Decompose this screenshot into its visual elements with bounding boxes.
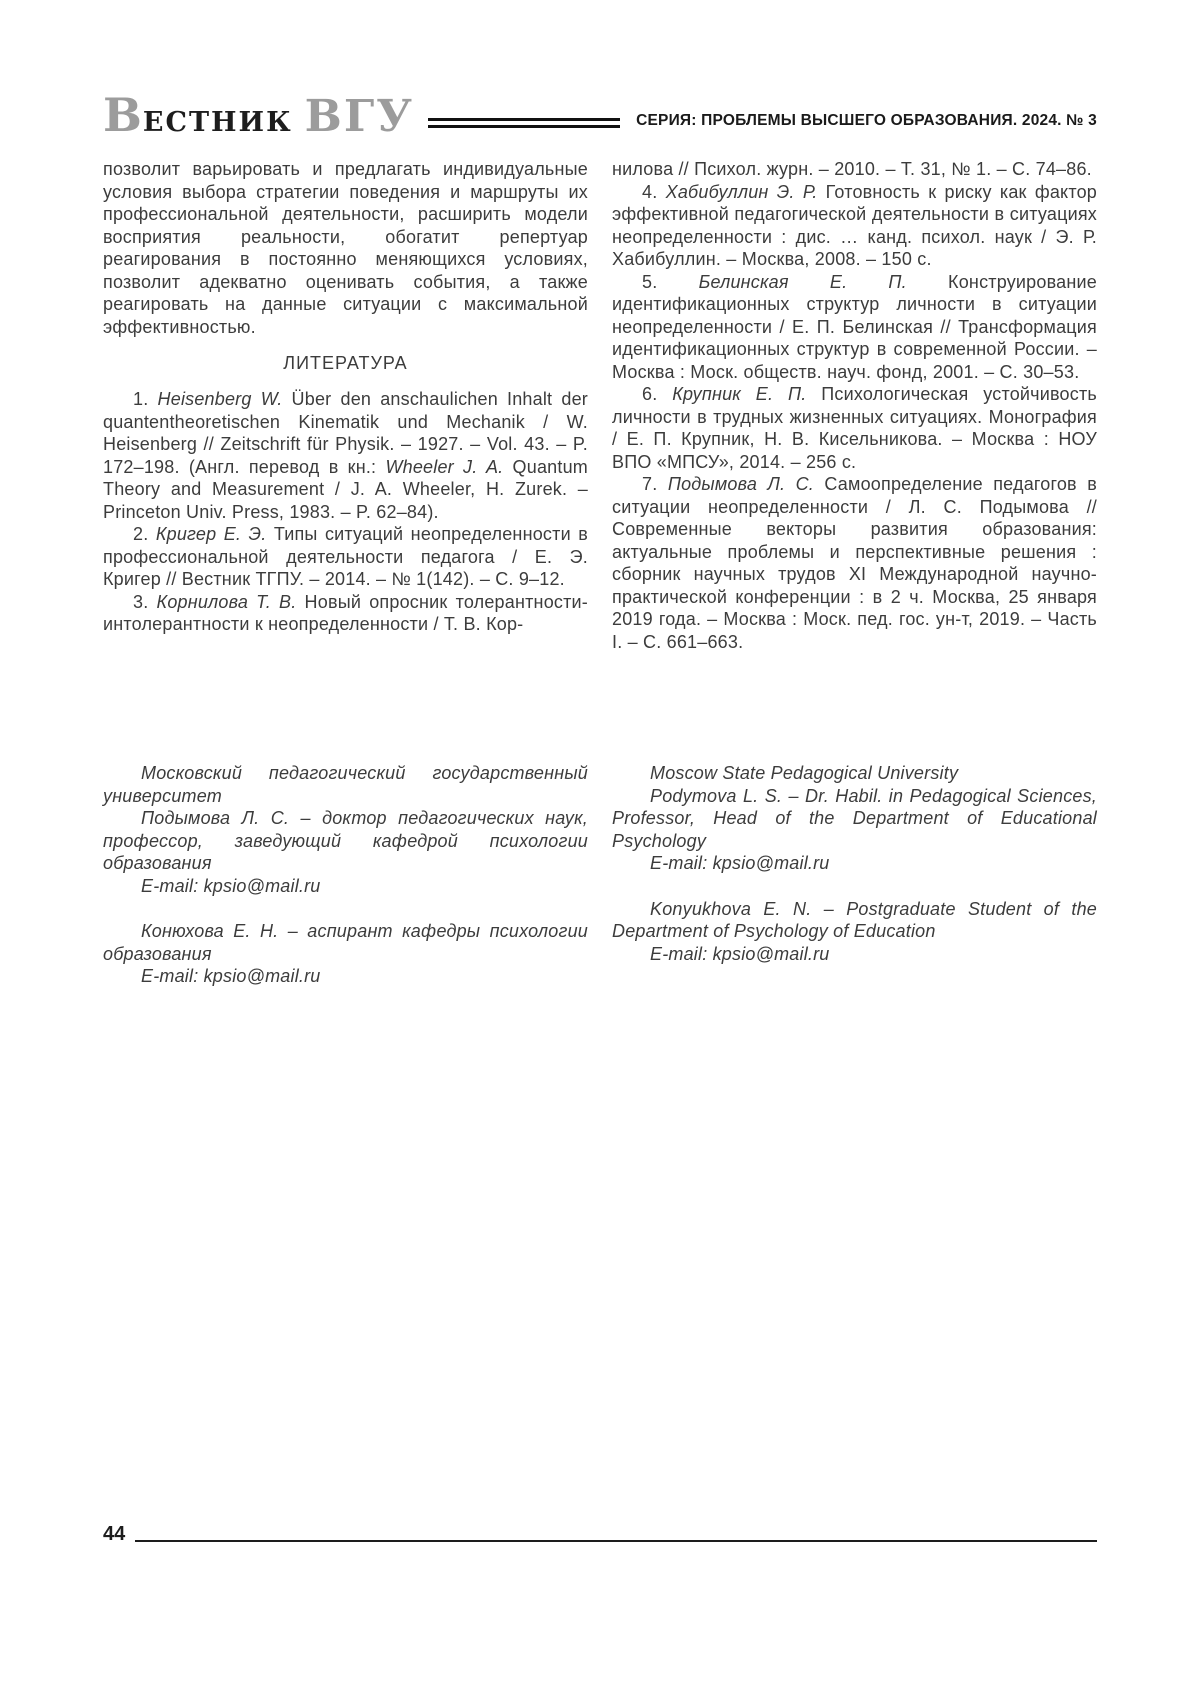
- page-footer: [103, 1524, 1097, 1545]
- reference-item-4: 4. Хабибуллин Э. Р. Готовность к риску как фактор эффективной педагогической деятельности в ситуациях неопределенности : дис. … канд. психол. наук / Э. Р. Хабибуллин. – Москва, 2008. – 150 с.: [612, 181, 1097, 269]
- affiliation-en: Moscow State Pedagogical University: [650, 763, 959, 783]
- literature-heading: ЛИТЕРАТУРА: [283, 353, 408, 373]
- logo-university-abbr: ВГУ: [304, 91, 414, 142]
- affiliation-ru: Московский педагогический государственный университет: [103, 763, 588, 806]
- authors-section: [103, 762, 1097, 988]
- header-double-rule: [428, 118, 620, 128]
- reference-item-3-continued: нилова // Психол. журн. – 2010. – Т. 31, № 1. – С. 74–86.: [612, 159, 1092, 179]
- reference-item-2: 2. Кригер Е. Э. Типы ситуаций неопределенности в профессиональной деятельности педагога / Е. Э. Кригер // Вестник ТГПУ. – 2014. – № 1(142). – С. 9–12.: [103, 524, 588, 589]
- reference-item-1: 1. Heisenberg W. Über den anschaulichen Inhalt der quantentheoretischen Kinematik und Mechanik / W. Heisenberg // Zeitschrift für Physik. – 1927. – Vol. 43. – P. 172–198. (Англ. перевод в кн.: Wheeler J. A. Quantum Theory and Measurement / J. A. Wheeler, H. Zurek. – Princeton Univ. Press, 1983. – P. 62–84).: [103, 389, 588, 522]
- author-2-email-ru: E-mail: kpsio@mail.ru: [141, 966, 321, 986]
- reference-item-3: 3. Корнилова Т. В. Новый опросник толерантности-интолерантности к неопределенности / Т. В. Кор-: [103, 591, 588, 634]
- page-header: [103, 88, 1097, 142]
- footer-rule: [135, 1540, 1097, 1542]
- reference-item-5: 5. Белинская Е. П. Конструирование идентификационных структур личности в ситуации неопределенности / Е. П. Белинская // Трансформация идентификационных структур в современной России. – Москва : Моск. обществ. науч. фонд, 2001. – С. 30–53.: [612, 271, 1097, 382]
- reference-item-6: 6. Крупник Е. П. Психологическая устойчивость личности в трудных жизненных ситуациях. Монография / Е. П. Крупник, Н. В. Кисельникова. – Москва : НОУ ВПО «МПСУ», 2014. – 256 с.: [612, 384, 1097, 472]
- author-1-email-en: E-mail: kpsio@mail.ru: [650, 853, 830, 873]
- reference-item-7: 7. Подымова Л. С. Самоопределение педагогов в ситуации неопределенности / Л. С. Подымова // Современные векторы развития образования: актуальные проблемы и перспективные решения : сборник научных трудов XI Международной научно-практической конференции : в 2 ч. Москва, 25 января 2019 года. – Москва : Моск. пед. гос. ун-т, 2019. – Часть I. – С. 661–663.: [612, 474, 1097, 652]
- article-body: [103, 158, 1097, 653]
- author-2-email-en: E-mail: kpsio@mail.ru: [650, 943, 830, 964]
- left-column: [103, 158, 588, 653]
- series-title: СЕРИЯ: ПРОБЛЕМЫ ВЫСШЕГО ОБРАЗОВАНИЯ. 2024. № 3: [636, 111, 1097, 129]
- page-number: 44: [103, 1523, 126, 1545]
- intro-paragraph: позволит варьировать и предлагать индивидуальные условия выбора стратегии поведения и маршруты их профессиональной деятельности, расширить модели восприятия реальности, обогатит репертуар реагирования в постоянно меняющихся условиях, позволит адекватно оценивать события, а также реагировать на данные ситуации с максимальной эффективностью.: [103, 159, 588, 337]
- author-1-ru: Подымова Л. С. – доктор педагогических наук, профессор, заведующий кафедрой психологии образования: [103, 808, 588, 873]
- author-2-ru: Конюхова Е. Н. – аспирант кафедры психологии образования: [103, 921, 588, 964]
- author-1-email-ru: E-mail: kpsio@mail.ru: [141, 875, 321, 896]
- right-column: [612, 158, 1097, 653]
- author-1-en: Podymova L. S. – Dr. Habil. in Pedagogical Sciences, Professor, Head of the Department of Educational Psychology: [612, 785, 1097, 851]
- logo-initial-letter: В: [103, 88, 143, 142]
- journal-logo: [103, 88, 414, 142]
- authors-block-russian: [103, 762, 588, 988]
- logo-word-rest: ЕСТНИК: [142, 107, 293, 138]
- authors-block-english: [612, 762, 1097, 988]
- author-2-en: Konyukhova E. N. – Postgraduate Student of the Department of Psychology of Education: [612, 898, 1097, 941]
